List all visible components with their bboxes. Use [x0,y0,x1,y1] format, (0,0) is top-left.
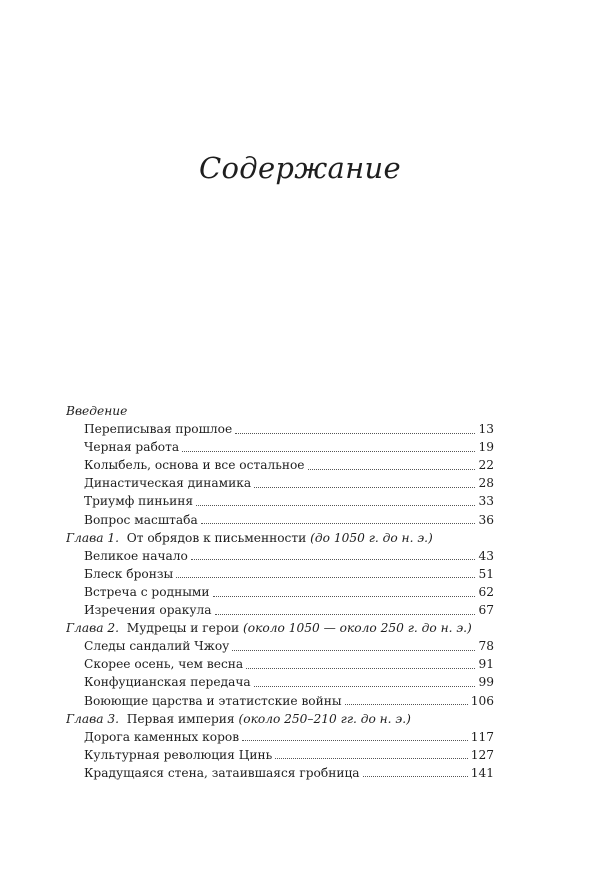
chapter-period: (около 250–210 гг. до н. э.) [238,711,411,726]
toc-entry [66,692,494,710]
entry-title: Переписывая прошлое [84,422,233,437]
page-number: 91 [478,657,494,672]
toc-entry [66,583,494,601]
entry-title: Колыбель, основа и все остальное [84,458,305,473]
dot-leader [308,469,476,470]
dot-leader [345,704,468,705]
entry-title: Конфуцианская передача [84,675,251,690]
dot-leader [246,668,475,669]
toc-entry [66,746,494,764]
chapter-title: От обрядов к письменности [126,530,307,545]
page-number: 117 [470,729,494,744]
chapter-period: Введение [66,404,128,418]
dot-leader [196,505,475,506]
section-heading [66,619,494,637]
dot-leader [176,577,475,578]
chapter-period: (до 1050 г. до н. э.) [310,530,433,545]
dot-leader [254,487,475,488]
toc-entry [66,474,494,492]
chapter-number: Глава 1. [66,530,119,545]
toc-entry [66,438,494,456]
dot-leader [232,650,475,651]
dot-leader [242,740,468,741]
toc-entry [66,511,494,529]
toc-entry [66,492,494,510]
dot-leader [254,686,476,687]
page-number: 106 [470,693,494,708]
entry-title: Скорее осень, чем весна [84,657,244,672]
section-heading [66,529,494,547]
toc-entry [66,764,494,782]
entry-title: Дорога каменных коров [84,729,240,744]
dot-leader [201,523,476,524]
entry-title: Великое начало [84,548,188,563]
chapter-number: Глава 3. [66,711,119,726]
toc-entry [66,565,494,583]
entry-title: Встреча с родными [84,584,210,599]
dot-leader [235,433,475,434]
chapter-title: Мудрецы и герои [126,621,240,636]
page-number: 22 [478,458,494,473]
toc-entry [66,637,494,655]
page-number: 127 [470,747,494,762]
page-number: 43 [478,548,494,563]
page-number: 13 [478,422,494,437]
dot-leader [215,614,476,615]
page-number: 67 [478,603,494,618]
dot-leader [191,559,476,560]
entry-title: Вопрос масштаба [84,512,198,527]
entry-title: Культурная революция Цинь [84,747,273,762]
entry-title: Блеск бронзы [84,566,174,581]
page-number: 141 [470,765,494,780]
entry-title: Триумф пиньиня [84,494,194,509]
entry-title: Черная работа [84,440,180,455]
entry-title: Следы сандалий Чжоу [84,639,230,654]
page-number: 19 [478,440,494,455]
toc-entry [66,655,494,673]
toc-entry [66,456,494,474]
toc-entry [66,601,494,619]
page-number: 99 [478,675,494,690]
dot-leader [213,596,476,597]
entry-title: Изречения оракула [84,603,212,618]
chapter-number: Глава 2. [66,621,119,636]
page-number: 33 [478,494,494,509]
chapter-title: Первая империя [126,711,235,726]
dot-leader [182,451,475,452]
toc-entry [66,420,494,438]
dot-leader [275,758,467,759]
section-heading [66,710,494,728]
page-number: 78 [478,639,494,654]
entry-title: Воюющие царства и этатистские войны [84,693,342,708]
entry-title: Крадущаяся стена, затаившаяся гробница [84,765,360,780]
page-number: 28 [478,476,494,491]
entry-title: Династическая динамика [84,476,252,491]
chapter-period: (около 1050 — около 250 г. до н. э.) [243,621,472,636]
toc-entry [66,728,494,746]
page-number: 62 [478,584,494,599]
page-number: 51 [478,566,494,581]
page-title: Содержание [199,151,401,186]
page-number: 36 [478,512,494,527]
section-heading [66,402,494,420]
toc-entry [66,547,494,565]
table-of-contents [66,402,494,782]
toc-entry [66,673,494,691]
dot-leader [363,776,468,777]
